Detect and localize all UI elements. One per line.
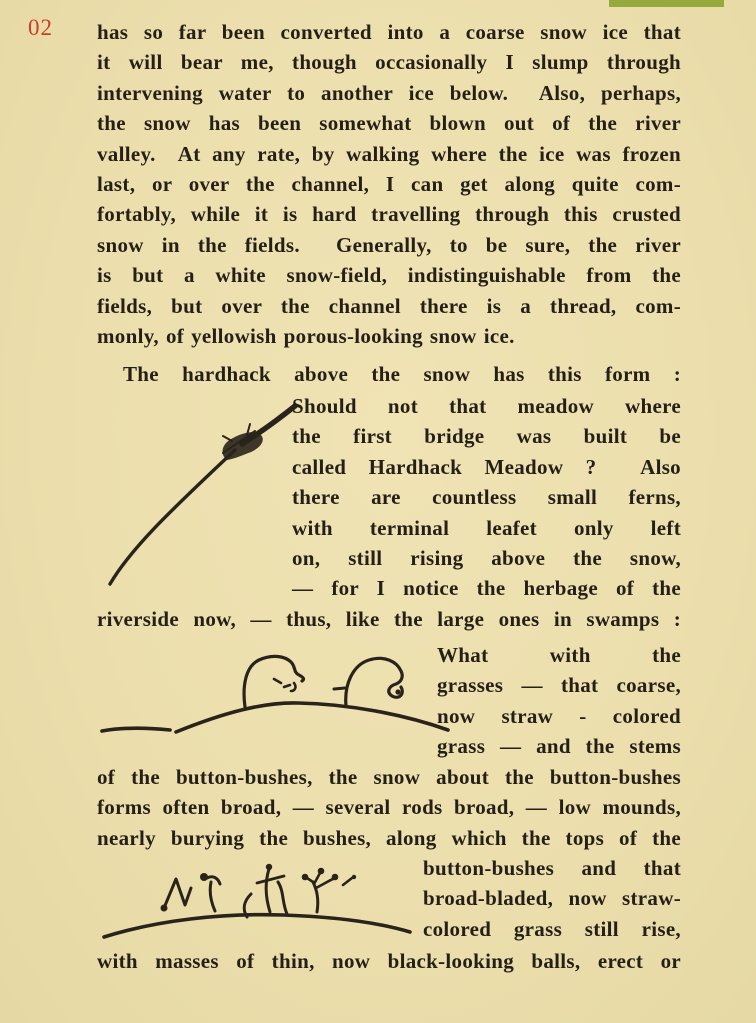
section-snow-mounds-full-width bbox=[97, 762, 681, 853]
text-line: intervening water to another ice below. Also, perhaps, bbox=[97, 80, 681, 105]
text-line: forms often broad, — several rods broad, — low mounds, bbox=[97, 795, 681, 820]
text-line: of the button-bushes, the snow about the button-bushes bbox=[97, 765, 681, 789]
snow-mounds-sketch bbox=[98, 643, 450, 738]
text-line: valley. At any rate, by walking where the ice was frozen bbox=[97, 141, 681, 166]
text-line: called Hardhack Meadow ? Also bbox=[292, 454, 681, 479]
text-line: the snow has been somewhat blown out of the river bbox=[97, 111, 681, 136]
text-line: nearly burying the bushes, along which the tops of the bbox=[97, 825, 681, 850]
text-line: broad-bladed, now straw- bbox=[423, 886, 681, 911]
text-line: last, or over the channel, I can get along quite com- bbox=[97, 171, 681, 196]
text-line: is but a white snow-field, indistinguishable from the bbox=[97, 263, 681, 288]
page-number: 02 bbox=[28, 15, 53, 40]
paragraph-hardhack-beside-sketch bbox=[292, 391, 681, 604]
text-line: fortably, while it is hard travelling through this crusted bbox=[97, 202, 681, 227]
text-line: monly, of yellowish porous-looking snow ice. bbox=[97, 323, 515, 348]
text-line: What with the bbox=[437, 643, 681, 667]
hardhack-sketch bbox=[95, 393, 305, 603]
scan-edge-bar bbox=[609, 0, 724, 7]
text-line: now straw - colored bbox=[437, 703, 681, 728]
text-line: fields, but over the channel there is a thread, com- bbox=[97, 293, 681, 318]
text-line: with terminal leafet only left bbox=[292, 515, 681, 540]
text-line: it will bear me, though occasionally I slump through bbox=[97, 50, 681, 75]
button-bush-sketch bbox=[98, 858, 420, 946]
text-line: — for I notice the herbage of the bbox=[292, 576, 681, 601]
text-line: has so far been converted into a coarse snow ice that bbox=[97, 20, 681, 44]
text-line: button-bushes and that bbox=[423, 856, 681, 880]
text-line: Should not that meadow where bbox=[292, 394, 681, 418]
text-line: the first bridge was built be bbox=[292, 424, 681, 449]
section-button-bushes-full-width: with masses of thin, now black-looking balls, erect or bbox=[97, 949, 681, 973]
text-line: colored grass still rise, bbox=[423, 916, 681, 941]
text-line: there are countless small ferns, bbox=[292, 485, 681, 510]
paragraph-snow-ice bbox=[97, 17, 681, 351]
section-button-bushes-beside-sketch bbox=[423, 853, 681, 944]
text-line: snow in the fields. Generally, to be sure, the river bbox=[97, 232, 681, 257]
text-line: on, still rising above the snow, bbox=[292, 545, 681, 570]
paragraph-hardhack-continuation: riverside now, — thus, like the large ones in swamps : bbox=[97, 607, 681, 631]
section-snow-mounds-beside-sketch bbox=[437, 640, 681, 762]
paragraph-hardhack-opening: The hardhack above the snow has this form : bbox=[123, 362, 681, 386]
text-line: grasses — that coarse, bbox=[437, 673, 681, 698]
text-line: grass — and the stems bbox=[437, 734, 681, 759]
